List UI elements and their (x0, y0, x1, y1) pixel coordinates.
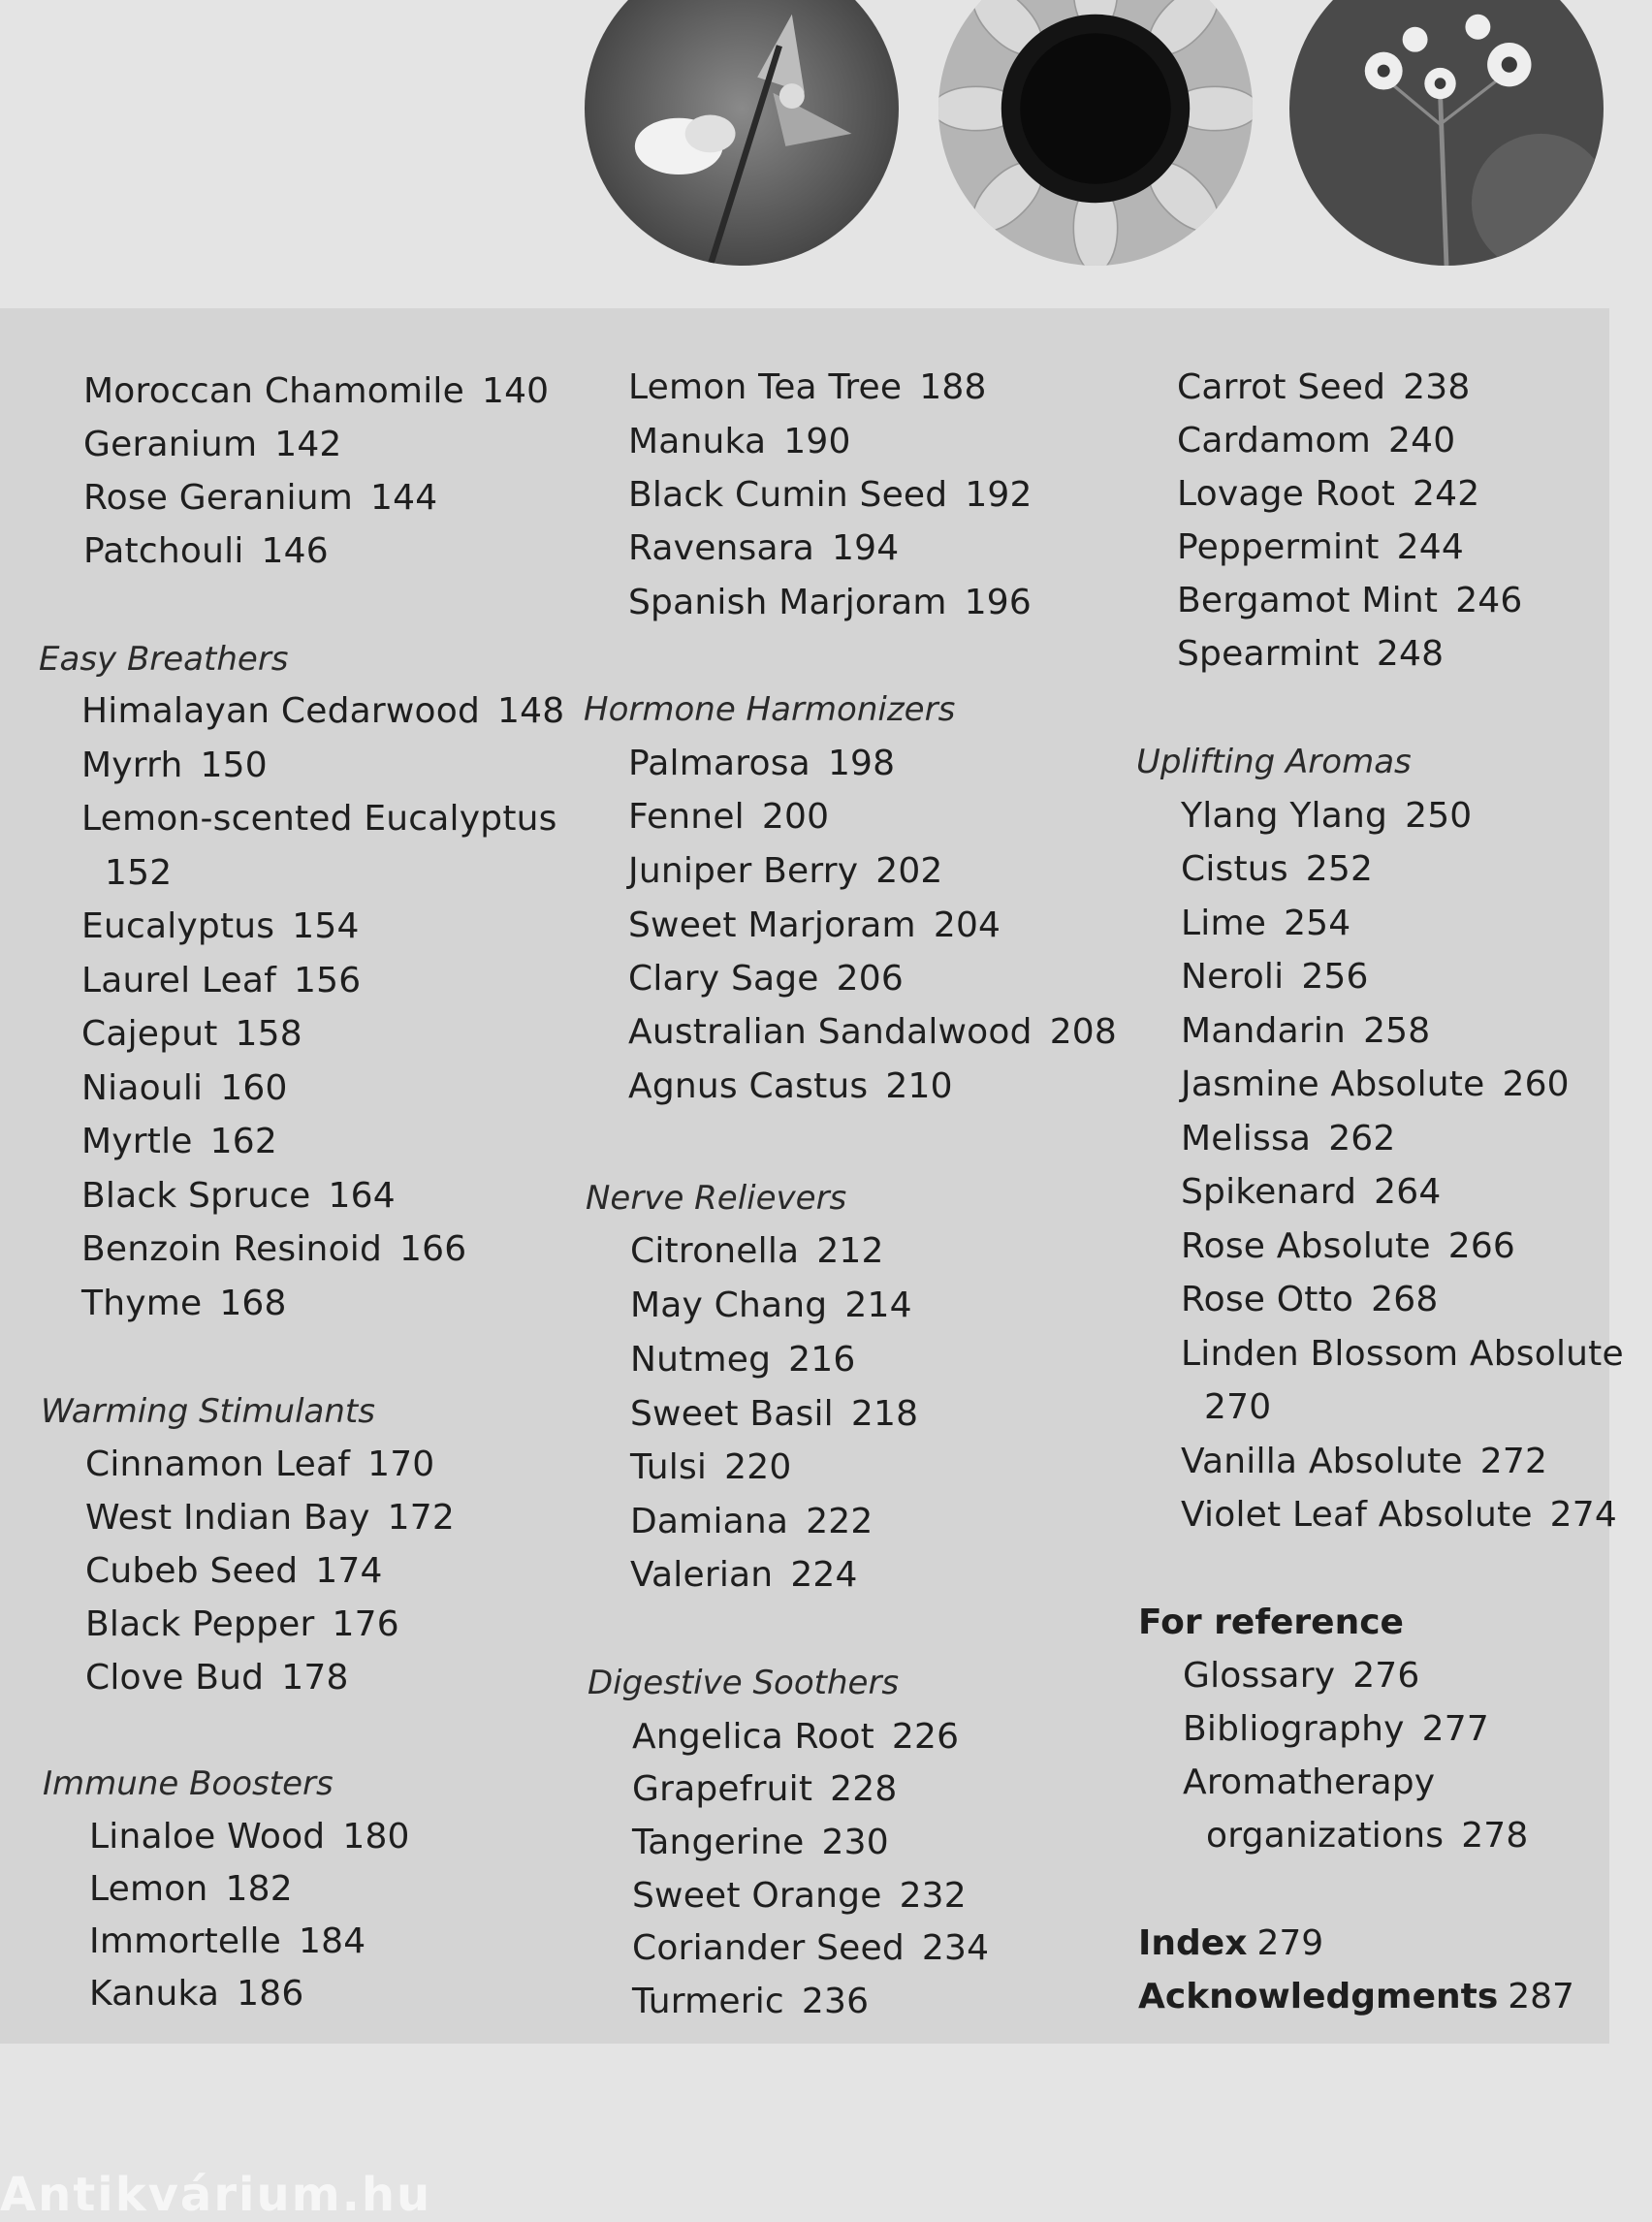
toc-entry: Spanish Marjoram 196 (628, 583, 1032, 622)
toc-entry: Thyme 168 (81, 1284, 287, 1323)
toc-entry: Linaloe Wood 180 (89, 1817, 410, 1857)
toc-entry: Bergamot Mint 246 (1177, 581, 1523, 620)
toc-entry: Patchouli 146 (83, 531, 329, 571)
toc-entry: Black Pepper 176 (85, 1604, 399, 1644)
section-heading: Nerve Relievers (586, 1179, 847, 1218)
toc-entry: Sweet Basil 218 (630, 1394, 919, 1434)
toc-entry: Spearmint 248 (1177, 634, 1445, 674)
toc-entry: Tangerine 230 (632, 1823, 889, 1862)
contents-panel (0, 308, 1624, 2044)
section-heading: Easy Breathers (39, 640, 289, 679)
toc-entry: Myrrh 150 (81, 746, 268, 785)
toc-entry: Ylang Ylang 250 (1181, 796, 1473, 836)
toc-entry: Tulsi 220 (630, 1447, 792, 1487)
toc-entry: Myrtle 162 (81, 1122, 277, 1161)
toc-entry: Bibliography 277 (1183, 1709, 1489, 1749)
toc-entry: Cubeb Seed 174 (85, 1551, 383, 1591)
toc-entry: Lemon 182 (89, 1869, 293, 1909)
toc-entry: Niaouli 160 (81, 1068, 288, 1108)
toc-entry-continuation: organizations 278 (1206, 1816, 1529, 1856)
toc-entry: Eucalyptus 154 (81, 906, 360, 946)
blossom-image-icon (1289, 0, 1604, 266)
section-heading: Digestive Soothers (588, 1664, 900, 1702)
toc-entry: Ravensara 194 (628, 528, 900, 568)
toc-entry: Peppermint 244 (1177, 527, 1464, 567)
toc-entry: Cinnamon Leaf 170 (85, 1444, 435, 1484)
toc-entry: Moroccan Chamomile 140 (83, 371, 550, 411)
flower-photo-blossoms (1289, 0, 1604, 266)
toc-entry: Fennel 200 (628, 797, 830, 837)
toc-entry: Mandarin 258 (1181, 1011, 1431, 1051)
watermark: Antikvárium.hu (0, 2168, 432, 2222)
toc-entry: Spikenard 264 (1181, 1172, 1442, 1212)
toc-entry: Sweet Orange 232 (632, 1876, 967, 1916)
toc-entry: Kanuka 186 (89, 1974, 304, 2014)
toc-entry: Glossary 276 (1183, 1656, 1420, 1696)
toc-entry: Rose Absolute 266 (1181, 1226, 1516, 1266)
index-entry: Index 279 (1138, 1923, 1324, 1963)
flower-photo-sunflower (938, 0, 1253, 266)
orchid-image-icon (585, 0, 899, 266)
sunflower-image-icon (938, 0, 1253, 266)
toc-entry: Agnus Castus 210 (628, 1066, 953, 1106)
reference-heading (1138, 1600, 1404, 1646)
toc-entry: Nutmeg 216 (630, 1340, 856, 1380)
toc-entry: Jasmine Absolute 260 (1181, 1064, 1570, 1104)
toc-entry: Manuka 190 (628, 422, 851, 461)
toc-entry: Angelica Root 226 (632, 1717, 960, 1757)
section-heading: Hormone Harmonizers (584, 690, 956, 729)
toc-entry: Neroli 256 (1181, 957, 1369, 997)
toc-entry: West Indian Bay 172 (85, 1498, 455, 1538)
toc-entry: Damiana 222 (630, 1502, 874, 1541)
toc-entry: Rose Otto 268 (1181, 1280, 1439, 1319)
toc-entry: Juniper Berry 202 (628, 851, 943, 891)
toc-entry: Lemon-scented Eucalyptus (81, 799, 557, 839)
toc-entry: Sweet Marjoram 204 (628, 905, 1001, 945)
toc-entry: Palmarosa 198 (628, 744, 896, 783)
toc-entry: Clary Sage 206 (628, 959, 904, 999)
toc-entry-continuation: 270 (1204, 1387, 1272, 1427)
toc-entry: Lovage Root 242 (1177, 474, 1480, 514)
toc-entry: Coriander Seed 234 (632, 1928, 990, 1968)
toc-entry: Geranium 142 (83, 425, 342, 464)
toc-entry: Australian Sandalwood 208 (628, 1012, 1118, 1052)
toc-entry: Himalayan Cedarwood 148 (81, 691, 565, 731)
toc-entry: Lime 254 (1181, 904, 1351, 943)
toc-entry: Cistus 252 (1181, 849, 1374, 889)
toc-entry: Cardamom 240 (1177, 421, 1456, 460)
toc-entry: Aromatherapy (1183, 1762, 1436, 1802)
toc-entry: Lemon Tea Tree 188 (628, 367, 987, 407)
toc-entry: Vanilla Absolute 272 (1181, 1442, 1548, 1481)
toc-entry: May Chang 214 (630, 1286, 912, 1325)
flower-photo-orchid (585, 0, 899, 266)
toc-entry: Cajeput 158 (81, 1014, 302, 1054)
toc-entry-continuation: 152 (105, 853, 173, 893)
acknowledgments-entry: Acknowledgments 287 (1138, 1977, 1574, 2016)
toc-entry: Turmeric 236 (632, 1982, 870, 2021)
toc-entry: Melissa 262 (1181, 1119, 1396, 1159)
toc-entry: Violet Leaf Absolute 274 (1181, 1495, 1617, 1535)
toc-entry: Black Cumin Seed 192 (628, 475, 1032, 515)
toc-entry: Valerian 224 (630, 1555, 858, 1595)
toc-entry: Rose Geranium 144 (83, 478, 438, 518)
toc-entry: Carrot Seed 238 (1177, 367, 1471, 407)
toc-entry: Citronella 212 (630, 1231, 884, 1271)
toc-entry: Linden Blossom Absolute (1181, 1334, 1624, 1374)
section-heading: Warming Stimulants (41, 1392, 375, 1431)
section-heading: Uplifting Aromas (1136, 743, 1412, 781)
toc-entry: Immortelle 184 (89, 1921, 366, 1961)
toc-entry: Grapefruit 228 (632, 1769, 898, 1809)
toc-entry: Benzoin Resinoid 166 (81, 1229, 467, 1269)
reference-heading-label: For reference (1138, 1603, 1404, 1642)
toc-entry: Laurel Leaf 156 (81, 961, 362, 1000)
toc-entry: Clove Bud 178 (85, 1658, 349, 1698)
toc-entry: Black Spruce 164 (81, 1176, 396, 1216)
section-heading: Immune Boosters (43, 1764, 334, 1803)
